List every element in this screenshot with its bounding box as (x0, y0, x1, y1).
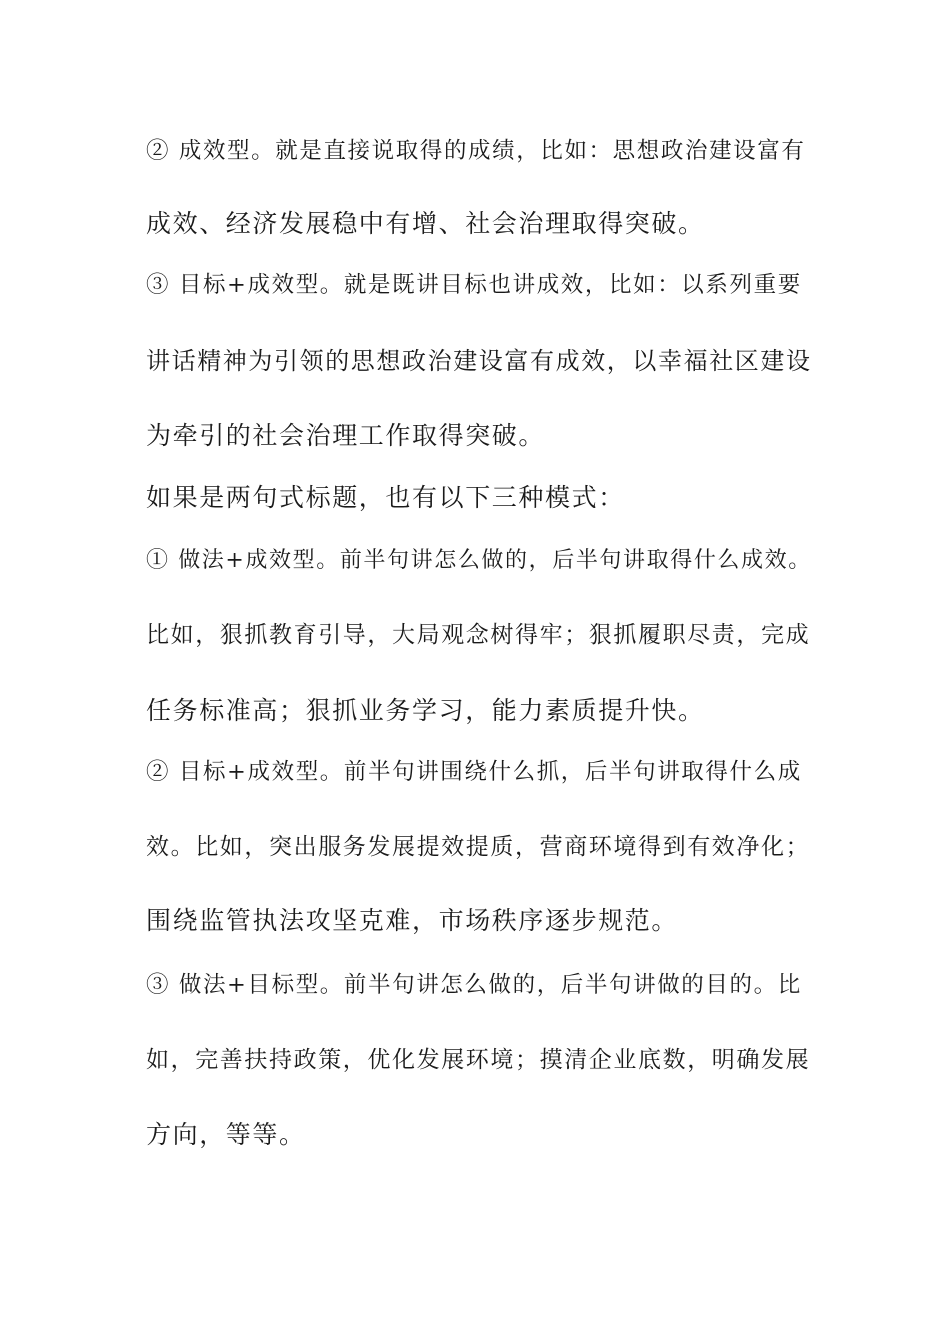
text-line: 如果是两句式标题，也有以下三种模式： (146, 483, 625, 512)
text-line: ③ 目标+成效型。就是既讲目标也讲成效，比如：以系列重要 (146, 272, 802, 298)
text-line: ③ 做法+目标型。前半句讲怎么做的，后半句讲做的目的。比 (146, 972, 802, 998)
text-line: 成效、经济发展稳中有增、社会治理取得突破。 (146, 209, 705, 238)
text-line: 方向，等等。 (146, 1120, 306, 1149)
text-line: 讲话精神为引领的思想政治建设富有成效，以幸福社区建设 (146, 347, 812, 375)
text-line: 比如，狠抓教育引导，大局观念树得牢；狠抓履职尽责，完成 (146, 622, 811, 648)
text-line: 如，完善扶持政策，优化发展环境；摸清企业底数，明确发展 (146, 1047, 811, 1073)
text-line: 效。比如，突出服务发展提效提质，营商环境得到有效净化； (146, 834, 811, 860)
text-line: 任务标准高；狠抓业务学习，能力素质提升快。 (146, 696, 705, 725)
text-line: 为牵引的社会治理工作取得突破。 (146, 421, 546, 450)
text-line: 围绕监管执法攻坚克难，市场秩序逐步规范。 (146, 906, 679, 935)
text-line: ② 成效型。就是直接说取得的成绩，比如：思想政治建设富有 (146, 138, 806, 164)
text-line: ② 目标+成效型。前半句讲围绕什么抓，后半句讲取得什么成 (146, 759, 802, 785)
text-line: ① 做法+成效型。前半句讲怎么做的，后半句讲取得什么成效。 (146, 548, 812, 573)
